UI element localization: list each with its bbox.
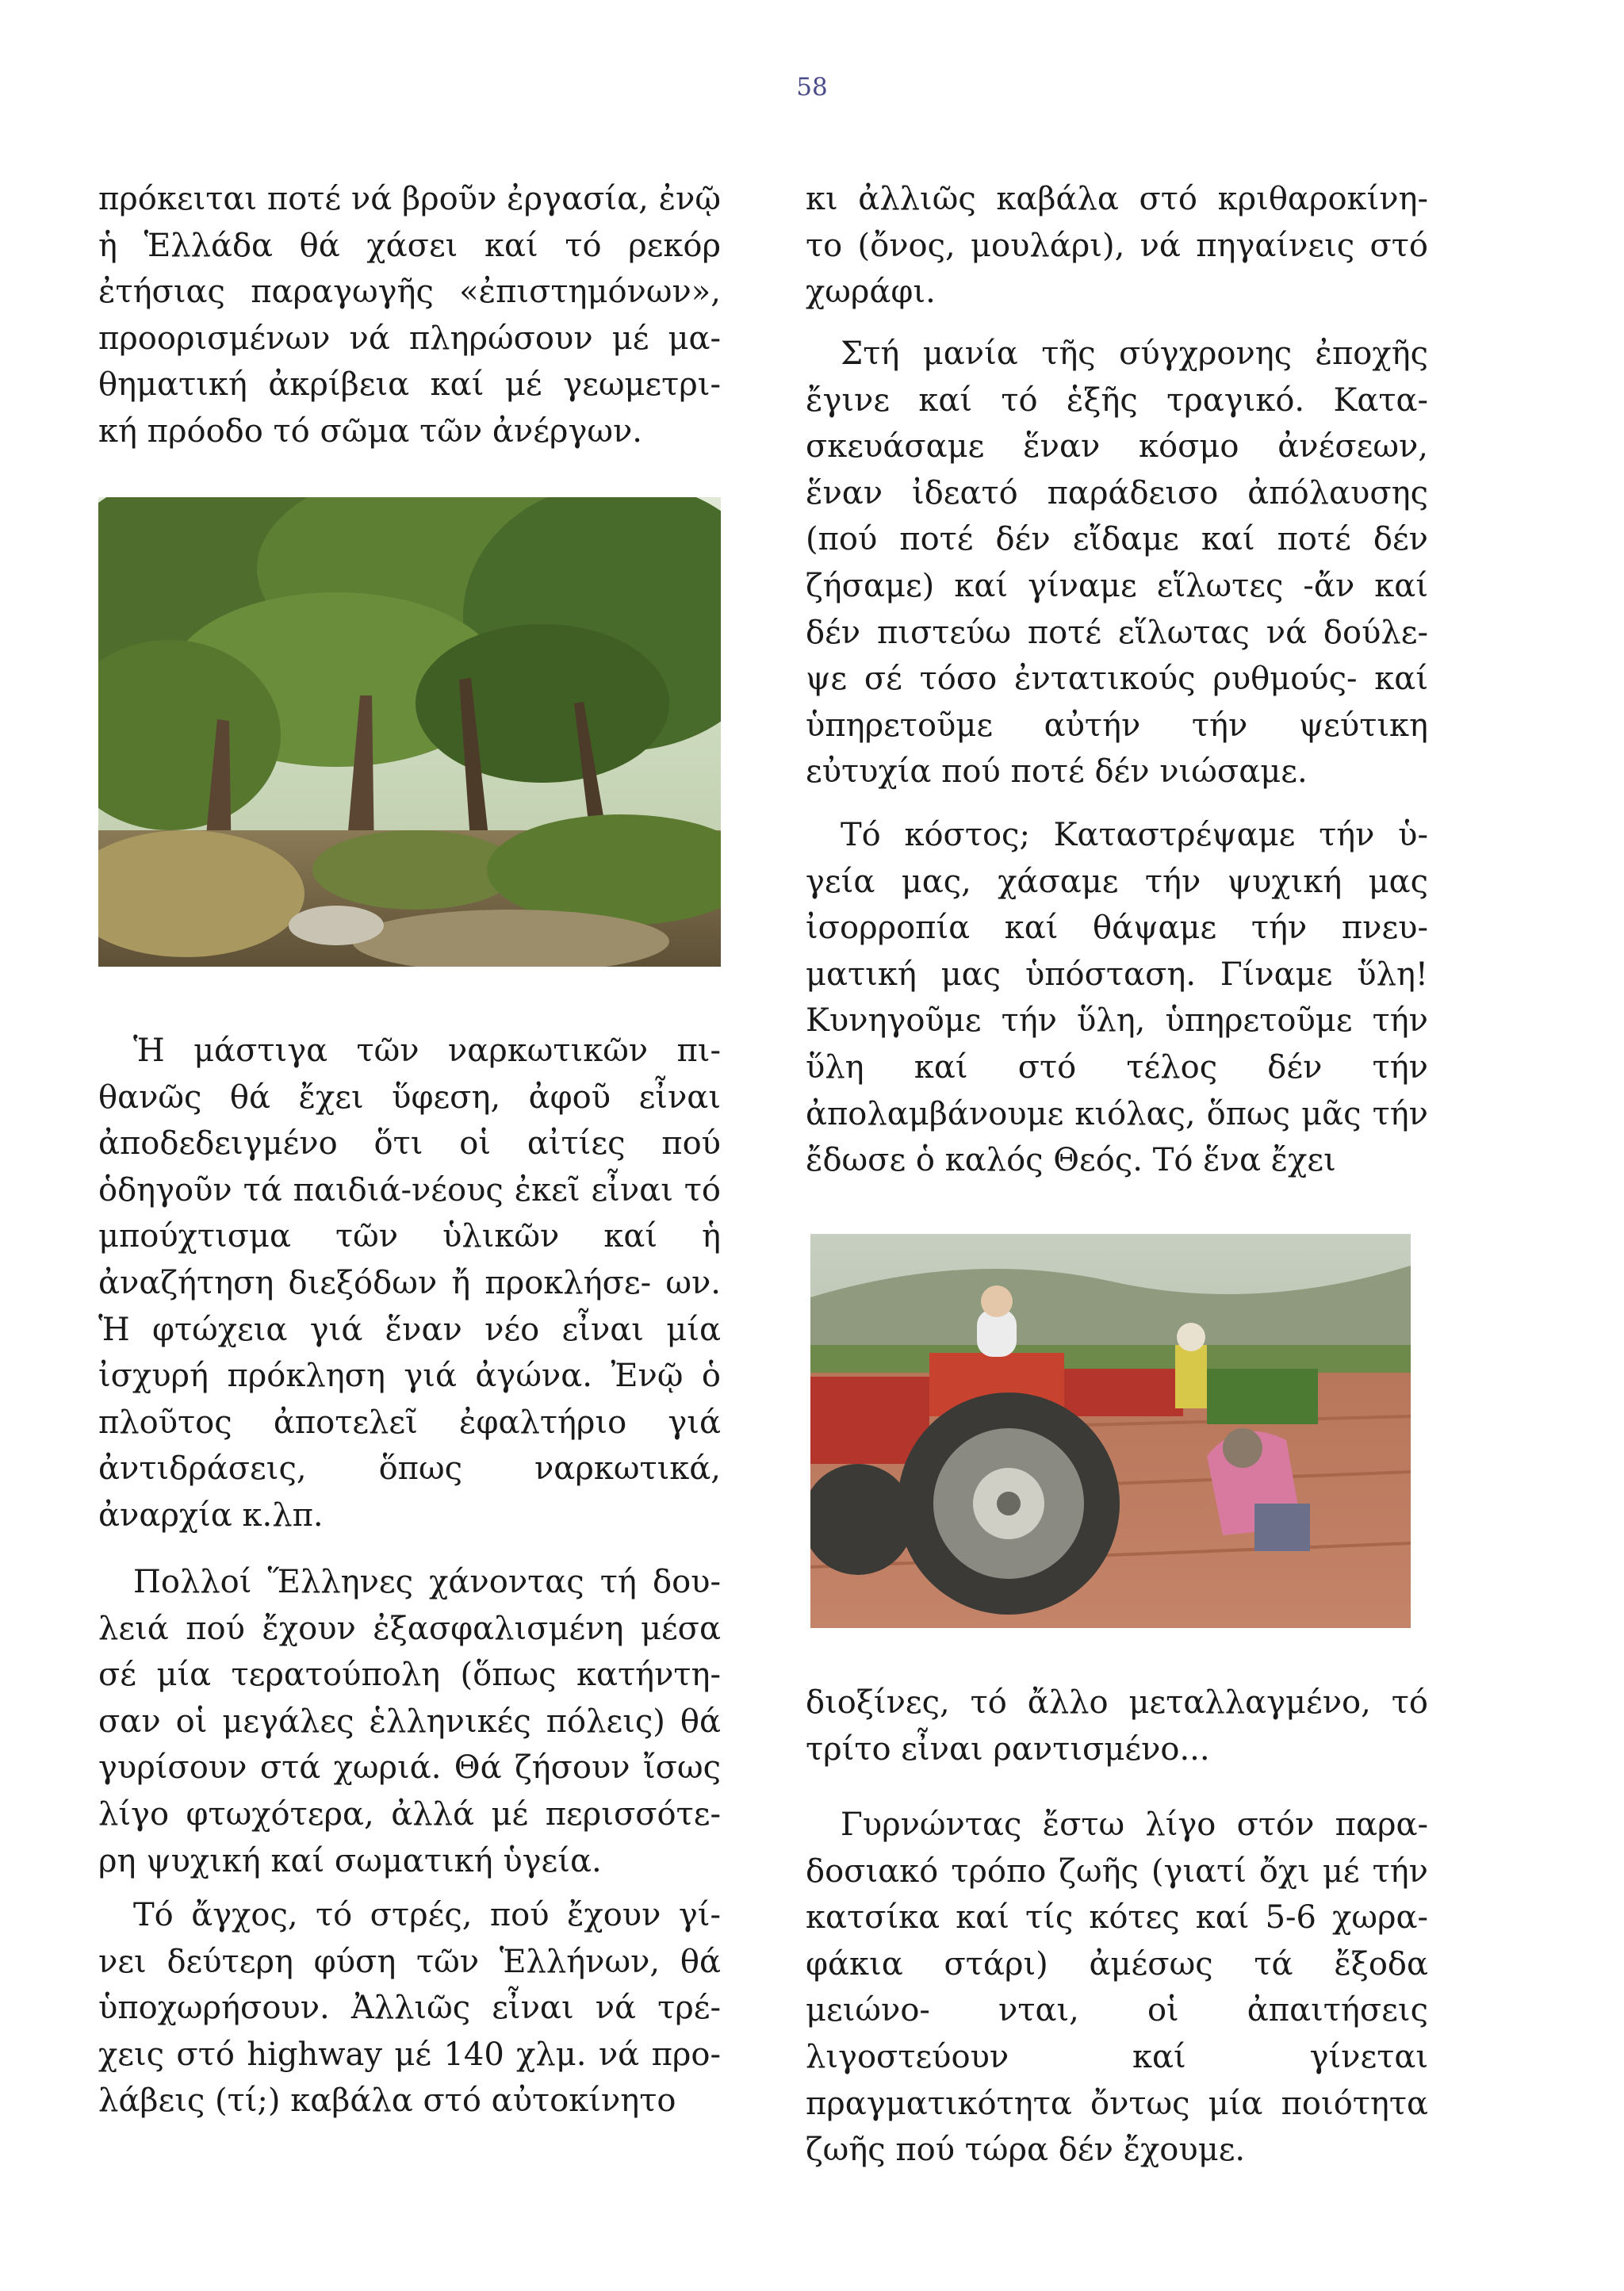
right-paragraph-3 bbox=[806, 812, 1428, 1184]
tractor-field-photo bbox=[810, 1234, 1411, 1628]
text-line: ἀποδεδειγμένο ὅτι οἱ αἰτίες πού bbox=[98, 1125, 721, 1163]
tractor-field-photo-image bbox=[810, 1234, 1411, 1628]
text-line: εὐτυχία πού ποτέ δέν νιώσαμε. bbox=[806, 753, 1308, 791]
left-paragraph-2 bbox=[98, 1028, 721, 1539]
text-line: Κυνηγοῦμε τήν ὕλη, ὑπηρετοῦμε bbox=[806, 1002, 1353, 1040]
text-line: ὁδηγοῦν τά παιδιά-νέους ἐκεῖ εἶναι bbox=[98, 1171, 673, 1209]
text-line: ἀπολαμβάνουμε κιόλας, ὅπως μᾶς bbox=[806, 1095, 1362, 1132]
text-line: δέν πιστεύω ποτέ εἵλωτας νά δούλε- bbox=[806, 614, 1428, 651]
text-line: το (ὄνος, μουλάρι), νά πηγαίνεις στό bbox=[806, 227, 1428, 264]
text-line: γιά ἀντιδράσεις, ὅπως ναρκωτικά, bbox=[98, 1404, 721, 1488]
text-line: τήν ἔδωσε ὁ καλός Θεός. Τό ἕνα ἔχει bbox=[806, 1095, 1428, 1179]
text-line: γεία μας, χάσαμε τήν ψυχική μας bbox=[806, 863, 1428, 900]
left-paragraph-1 bbox=[98, 176, 721, 455]
text-line: σαν οἱ μεγάλες ἑλληνικές πόλεις) θά bbox=[98, 1703, 721, 1740]
text-line: νει δεύτερη φύση τῶν Ἑλλήνων, θά bbox=[98, 1943, 721, 1980]
paragraph-text bbox=[98, 1028, 721, 1539]
text-line: χωράφι. bbox=[806, 274, 936, 311]
text-line: ὑποχωρήσουν. Ἀλλιῶς εἶναι νά τρέ- bbox=[98, 1990, 721, 2027]
text-line: Πολλοί Ἕλληνες χάνοντας τή δου- bbox=[133, 1564, 721, 1600]
text-line: σέ μία τερατούπολη (ὅπως κατήντη- bbox=[98, 1657, 721, 1694]
text-line: νται, οἱ ἀπαιτήσεις λιγοστεύουν καί bbox=[806, 1992, 1428, 2075]
text-line: θανῶς θά ἔχει ὕφεση, ἀφοῦ εἶναι bbox=[98, 1078, 721, 1116]
text-line: Τό ἄγχος, τό στρές, πού ἔχουν γί- bbox=[133, 1897, 721, 1933]
right-paragraph-5 bbox=[806, 1802, 1428, 2174]
text-line: λάβεις (τί;) καβάλα στό αὐτοκίνητο bbox=[98, 2082, 676, 2120]
paragraph-text bbox=[806, 331, 1428, 795]
text-line: μία ἰσχυρή πρόκληση γιά ἀγώνα. bbox=[98, 1311, 721, 1395]
text-line: λίγο φτωχότερα, ἀλλά μέ περισσότε- bbox=[98, 1795, 721, 1833]
text-line: κι ἀλλιῶς καβάλα στό κριθαροκίνη- bbox=[806, 181, 1428, 217]
text-line: ἐτήσιας παραγωγῆς «ἐπιστημόνων», bbox=[98, 274, 721, 311]
text-line: λειά πού ἔχουν ἐξασφαλισμένη μέσα bbox=[98, 1610, 721, 1647]
text-line: προορισμένων νά πληρώσουν μέ μα- bbox=[98, 320, 721, 357]
right-paragraph-2 bbox=[806, 331, 1428, 795]
text-line: ἔγινε καί τό ἑξῆς τραγικό. Κατα- bbox=[806, 381, 1428, 419]
text-line: φάκια στάρι) ἀμέσως τά ἔξοδα μειώνο- bbox=[806, 1945, 1428, 2029]
text-line: ἀναρχία κ.λπ. bbox=[98, 1496, 324, 1534]
left-paragraph-4 bbox=[98, 1892, 721, 2124]
text-line: ὑπηρετοῦμε αὐτήν τήν ψεύτικη bbox=[806, 707, 1428, 744]
page-number: 58 bbox=[796, 73, 828, 102]
right-paragraph-1 bbox=[806, 176, 1428, 316]
text-line: γυρίσουν στά χωριά. Θά ζήσουν ἴσως bbox=[98, 1749, 721, 1787]
paragraph-text bbox=[98, 176, 721, 455]
text-line: ἐνῷ ἡ Ἑλλάδα θά χάσει καί τό ρεκόρ bbox=[98, 181, 721, 264]
left-paragraph-3 bbox=[98, 1559, 721, 1884]
text-line: ων. Ἡ φτώχεια γιά ἕναν νέο εἶναι bbox=[98, 1264, 721, 1348]
text-line: Τό κόστος; Καταστρέψαμε τήν ὑ- bbox=[841, 817, 1428, 853]
text-line: τό μπούχτισμα τῶν ὑλικῶν καί ἡ bbox=[98, 1171, 722, 1255]
text-line: τήν ὕλη καί στό τέλος δέν τήν bbox=[806, 1002, 1428, 1086]
text-line: Στή μανία τῆς σύγχρονης ἐποχῆς bbox=[841, 335, 1428, 372]
text-line: θηματική ἀκρίβεια καί μέ γεωμετρι- bbox=[98, 366, 721, 404]
forest-photo-image bbox=[98, 497, 721, 967]
text-line: σκευάσαμε ἕναν κόσμο ἀνέσεων, bbox=[806, 428, 1428, 465]
text-line: (πού ποτέ δέν εἴδαμε καί ποτέ δέν bbox=[806, 521, 1428, 558]
text-line: ἀναζήτηση διεξόδων ἤ προκλήσε- bbox=[98, 1264, 652, 1301]
text-line: ζήσαμε) καί γίναμε εἵλωτες -ἄν καί bbox=[806, 567, 1428, 604]
text-line: χεις στό highway μέ 140 χλμ. νά προ- bbox=[98, 2036, 721, 2073]
text-line: δοσιακό τρόπο ζωῆς (γιατί ὄχι μέ τήν bbox=[806, 1852, 1428, 1890]
text-line: Ἐνῷ ὁ πλοῦτος ἀποτελεῖ ἐφαλτήριο bbox=[98, 1358, 721, 1441]
paragraph-text bbox=[98, 1559, 721, 1884]
right-paragraph-4 bbox=[806, 1680, 1428, 1772]
text-line: διοξίνες, τό ἄλλο μεταλλαγμένο, τό bbox=[806, 1684, 1428, 1721]
text-line: ἰσορροπία καί θάψαμε τήν πνευ- bbox=[806, 910, 1428, 947]
paragraph-text bbox=[98, 1892, 721, 2124]
text-line: ποιότητα ζωῆς πού τώρα δέν ἔχουμε. bbox=[806, 2085, 1429, 2169]
forest-photo bbox=[98, 497, 721, 967]
text-line: Γυρνώντας ἔστω λίγο στόν παρα- bbox=[841, 1806, 1428, 1843]
text-line: πρόκειται ποτέ νά βροῦν ἐργασία, bbox=[98, 181, 649, 217]
text-line: ψε σέ τόσο ἐντατικούς ρυθμούς- καί bbox=[806, 661, 1428, 698]
text-line: κατσίκα καί τίς κότες καί 5-6 χωρα- bbox=[806, 1899, 1428, 1937]
paragraph-text bbox=[806, 1802, 1428, 2174]
paragraph-text bbox=[806, 176, 1428, 316]
text-line: ἕναν ἰδεατό παράδεισο ἀπόλαυσης bbox=[806, 474, 1428, 511]
paragraph-text bbox=[806, 812, 1428, 1184]
text-line: Ἡ μάστιγα τῶν ναρκωτικῶν πι- bbox=[133, 1032, 721, 1069]
text-line: κή πρόοδο τό σῶμα τῶν ἀνέργων. bbox=[98, 412, 642, 450]
text-line: ρη ψυχική καί σωματική ὑγεία. bbox=[98, 1842, 602, 1879]
paragraph-text bbox=[806, 1680, 1428, 1772]
text-line: ματική μας ὑπόσταση. Γίναμε ὕλη! bbox=[806, 956, 1428, 993]
text-line: τρίτο εἶναι ραντισμένο... bbox=[806, 1730, 1210, 1768]
text-line: γίνεται πραγματικότητα ὄντως μία bbox=[806, 2038, 1429, 2122]
